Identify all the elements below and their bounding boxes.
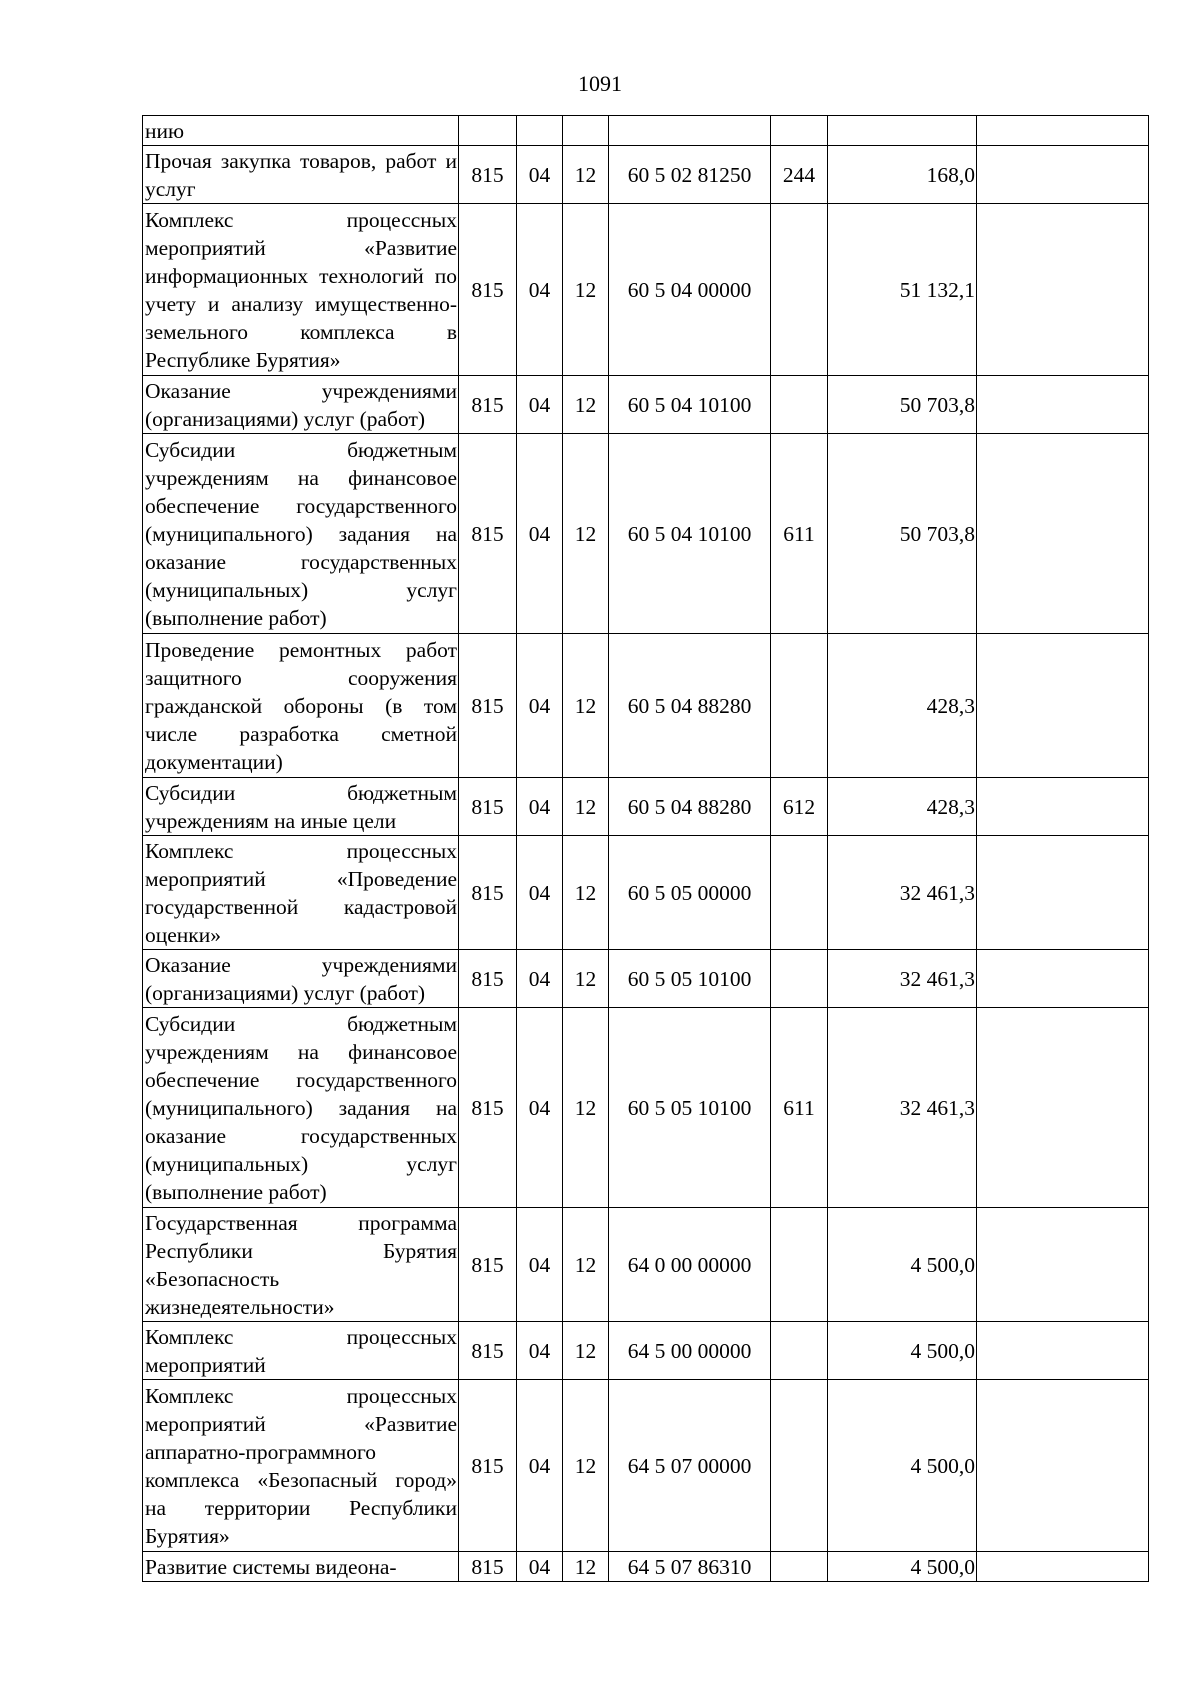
expense-type-cell — [771, 1380, 828, 1552]
section-code-cell: 04 — [517, 950, 563, 1008]
ministry-code-cell: 815 — [459, 204, 517, 376]
ministry-code-cell: 815 — [459, 434, 517, 634]
subsection-code-cell: 12 — [563, 634, 609, 778]
amount-cell: 51 132,1 — [828, 204, 977, 376]
ministry-code-cell: 815 — [459, 1552, 517, 1582]
empty-cell — [977, 778, 1149, 836]
table-row — [143, 204, 1149, 376]
amount-cell: 4 500,0 — [828, 1322, 977, 1380]
ministry-code-cell: 815 — [459, 1380, 517, 1552]
amount-cell: 4 500,0 — [828, 1208, 977, 1322]
subsection-code-cell: 12 — [563, 1208, 609, 1322]
ministry-code-cell: 815 — [459, 778, 517, 836]
target-article-cell: 64 5 07 86310 — [609, 1552, 771, 1582]
row-name-cell: Субсидии бюджетным учреждениям на финансовое обеспечение государственного (муниципального) задания на оказание государственных (муниципальных) услуг (выполнение работ) — [143, 1008, 459, 1208]
page-number: 1091 — [578, 71, 622, 96]
amount-cell: 32 461,3 — [828, 1008, 977, 1208]
row-name-cell: Субсидии бюджетным учреждениям на иные цели — [143, 778, 459, 836]
empty-cell — [977, 1380, 1149, 1552]
table-row — [143, 778, 1149, 836]
empty-cell — [977, 1008, 1149, 1208]
subsection-code-cell: 12 — [563, 1322, 609, 1380]
target-article-cell — [609, 116, 771, 146]
subsection-code-cell — [563, 116, 609, 146]
expense-type-cell: 611 — [771, 434, 828, 634]
table-row — [143, 1008, 1149, 1208]
expense-type-cell — [771, 1208, 828, 1322]
expense-type-cell — [771, 116, 828, 146]
subsection-code-cell: 12 — [563, 836, 609, 950]
ministry-code-cell: 815 — [459, 1008, 517, 1208]
section-code-cell: 04 — [517, 634, 563, 778]
table-row — [143, 434, 1149, 634]
target-article-cell: 60 5 04 10100 — [609, 376, 771, 434]
row-name-cell: Оказание учреждениями (организациями) услуг (работ) — [143, 376, 459, 434]
section-code-cell: 04 — [517, 836, 563, 950]
target-article-cell: 60 5 05 00000 — [609, 836, 771, 950]
subsection-code-cell: 12 — [563, 204, 609, 376]
target-article-cell: 60 5 04 10100 — [609, 434, 771, 634]
row-name-cell: Оказание учреждениями (организациями) услуг (работ) — [143, 950, 459, 1008]
target-article-cell: 60 5 02 81250 — [609, 146, 771, 204]
target-article-cell: 60 5 04 88280 — [609, 778, 771, 836]
expense-type-cell — [771, 204, 828, 376]
amount-cell: 50 703,8 — [828, 434, 977, 634]
empty-cell — [977, 1322, 1149, 1380]
subsection-code-cell: 12 — [563, 146, 609, 204]
expense-type-cell — [771, 634, 828, 778]
budget-table — [142, 115, 1149, 1582]
table-row — [143, 1552, 1149, 1582]
table-row — [143, 950, 1149, 1008]
section-code-cell: 04 — [517, 1008, 563, 1208]
section-code-cell: 04 — [517, 1322, 563, 1380]
subsection-code-cell: 12 — [563, 950, 609, 1008]
target-article-cell: 60 5 04 00000 — [609, 204, 771, 376]
empty-cell — [977, 116, 1149, 146]
section-code-cell: 04 — [517, 376, 563, 434]
table-row — [143, 634, 1149, 778]
target-article-cell: 64 5 07 00000 — [609, 1380, 771, 1552]
expense-type-cell — [771, 836, 828, 950]
subsection-code-cell: 12 — [563, 778, 609, 836]
subsection-code-cell: 12 — [563, 1008, 609, 1208]
empty-cell — [977, 950, 1149, 1008]
empty-cell — [977, 434, 1149, 634]
expense-type-cell: 612 — [771, 778, 828, 836]
section-code-cell: 04 — [517, 434, 563, 634]
table-row — [143, 376, 1149, 434]
ministry-code-cell: 815 — [459, 376, 517, 434]
table-row — [143, 1380, 1149, 1552]
subsection-code-cell: 12 — [563, 434, 609, 634]
section-code-cell: 04 — [517, 778, 563, 836]
amount-cell: 168,0 — [828, 146, 977, 204]
budget-table-body — [143, 116, 1149, 1582]
expense-type-cell — [771, 1552, 828, 1582]
section-code-cell: 04 — [517, 146, 563, 204]
section-code-cell: 04 — [517, 1552, 563, 1582]
table-row — [143, 1322, 1149, 1380]
empty-cell — [977, 1552, 1149, 1582]
amount-cell: 32 461,3 — [828, 836, 977, 950]
table-row — [143, 116, 1149, 146]
empty-cell — [977, 204, 1149, 376]
section-code-cell — [517, 116, 563, 146]
subsection-code-cell: 12 — [563, 376, 609, 434]
row-name-cell: Комплекс процессных мероприятий «Развитие информационных технологий по учету и анализу имущественно-земельного комплекса в Республике Бурятия» — [143, 204, 459, 376]
amount-cell: 50 703,8 — [828, 376, 977, 434]
section-code-cell: 04 — [517, 204, 563, 376]
empty-cell — [977, 634, 1149, 778]
target-article-cell: 60 5 05 10100 — [609, 950, 771, 1008]
ministry-code-cell: 815 — [459, 634, 517, 778]
table-row — [143, 1208, 1149, 1322]
row-name-cell: Комплекс процессных мероприятий — [143, 1322, 459, 1380]
expense-type-cell: 244 — [771, 146, 828, 204]
section-code-cell: 04 — [517, 1208, 563, 1322]
amount-cell: 428,3 — [828, 778, 977, 836]
row-name-cell: Комплекс процессных мероприятий «Проведение государственной кадастровой оценки» — [143, 836, 459, 950]
target-article-cell: 64 0 00 00000 — [609, 1208, 771, 1322]
expense-type-cell — [771, 376, 828, 434]
ministry-code-cell: 815 — [459, 836, 517, 950]
amount-cell: 4 500,0 — [828, 1552, 977, 1582]
target-article-cell: 64 5 00 00000 — [609, 1322, 771, 1380]
row-name-cell: Развитие системы видеона- — [143, 1552, 459, 1582]
ministry-code-cell: 815 — [459, 950, 517, 1008]
section-code-cell: 04 — [517, 1380, 563, 1552]
empty-cell — [977, 376, 1149, 434]
amount-cell — [828, 116, 977, 146]
ministry-code-cell: 815 — [459, 1208, 517, 1322]
row-name-cell: Комплекс процессных мероприятий «Развитие аппаратно-программного комплекса «Безопасный город» на территории Республики Бурятия» — [143, 1380, 459, 1552]
target-article-cell: 60 5 04 88280 — [609, 634, 771, 778]
ministry-code-cell: 815 — [459, 146, 517, 204]
expense-type-cell: 611 — [771, 1008, 828, 1208]
empty-cell — [977, 146, 1149, 204]
amount-cell: 32 461,3 — [828, 950, 977, 1008]
expense-type-cell — [771, 950, 828, 1008]
amount-cell: 428,3 — [828, 634, 977, 778]
empty-cell — [977, 1208, 1149, 1322]
table-row — [143, 836, 1149, 950]
table-row — [143, 146, 1149, 204]
subsection-code-cell: 12 — [563, 1380, 609, 1552]
empty-cell — [977, 836, 1149, 950]
target-article-cell: 60 5 05 10100 — [609, 1008, 771, 1208]
ministry-code-cell: 815 — [459, 1322, 517, 1380]
ministry-code-cell — [459, 116, 517, 146]
subsection-code-cell: 12 — [563, 1552, 609, 1582]
expense-type-cell — [771, 1322, 828, 1380]
amount-cell: 4 500,0 — [828, 1380, 977, 1552]
row-name-cell: Государственная программа Республики Бурятия «Безопасность жизнедеятельности» — [143, 1208, 459, 1322]
row-name-cell: Прочая закупка товаров, работ и услуг — [143, 146, 459, 204]
row-name-cell: нию — [143, 116, 459, 146]
row-name-cell: Субсидии бюджетным учреждениям на финансовое обеспечение государственного (муниципального) задания на оказание государственных (муниципальных) услуг (выполнение работ) — [143, 434, 459, 634]
row-name-cell: Проведение ремонтных работ защитного сооружения гражданской обороны (в том числе разработка сметной документации) — [143, 634, 459, 778]
